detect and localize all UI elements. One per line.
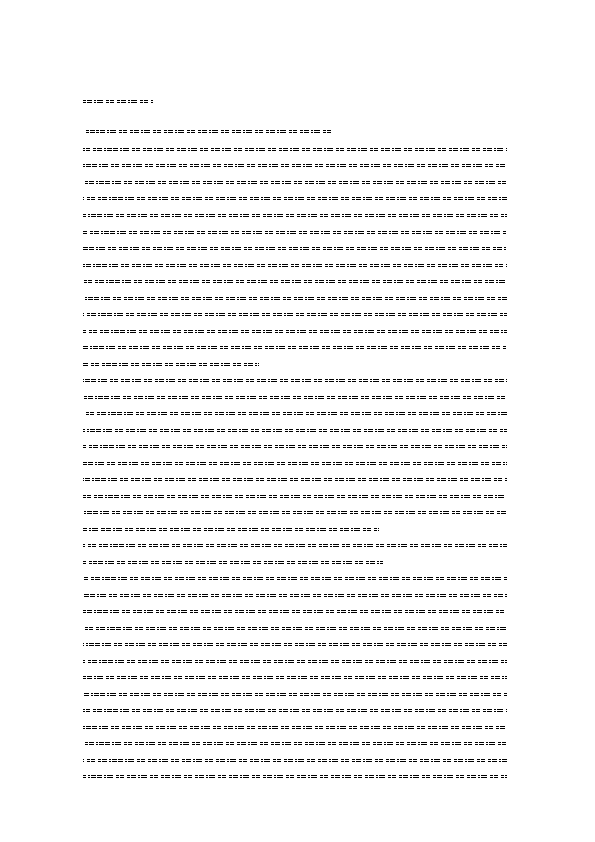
section-heading: [83, 128, 331, 138]
text-line: [83, 344, 507, 354]
text-line: [83, 212, 507, 222]
text-line: [83, 542, 507, 552]
text-line: [83, 427, 507, 437]
text-line: [83, 773, 507, 783]
text-line: [83, 162, 507, 172]
text-line: [83, 493, 507, 503]
text-line: [83, 674, 507, 684]
text-line: [83, 658, 507, 668]
text-line: [83, 278, 507, 288]
text-line: [83, 245, 507, 255]
text-line: [83, 625, 507, 635]
text-line: [83, 394, 507, 404]
text-line: [83, 328, 507, 338]
text-line: [83, 311, 507, 321]
text-line: [83, 195, 507, 205]
text-line: [83, 691, 507, 701]
text-line: [83, 443, 507, 453]
text-line: [83, 641, 507, 651]
page-header: [83, 98, 153, 108]
text-line: [83, 361, 259, 371]
text-line: [83, 757, 507, 767]
text-line: [83, 410, 507, 420]
text-line: [83, 707, 507, 717]
text-line: [83, 377, 507, 387]
text-line: [83, 740, 507, 750]
text-line: [83, 575, 507, 585]
text-line: [83, 460, 507, 470]
text-line: [83, 608, 507, 618]
text-line: [83, 295, 507, 305]
text-line: [83, 724, 507, 734]
text-line: [83, 592, 507, 602]
text-line: [83, 526, 379, 536]
text-line: [83, 229, 507, 239]
text-line: [83, 559, 383, 569]
text-line: [83, 146, 507, 156]
text-line: [83, 179, 507, 189]
text-line: [83, 509, 507, 519]
text-line: [83, 476, 507, 486]
text-line: [83, 262, 507, 272]
